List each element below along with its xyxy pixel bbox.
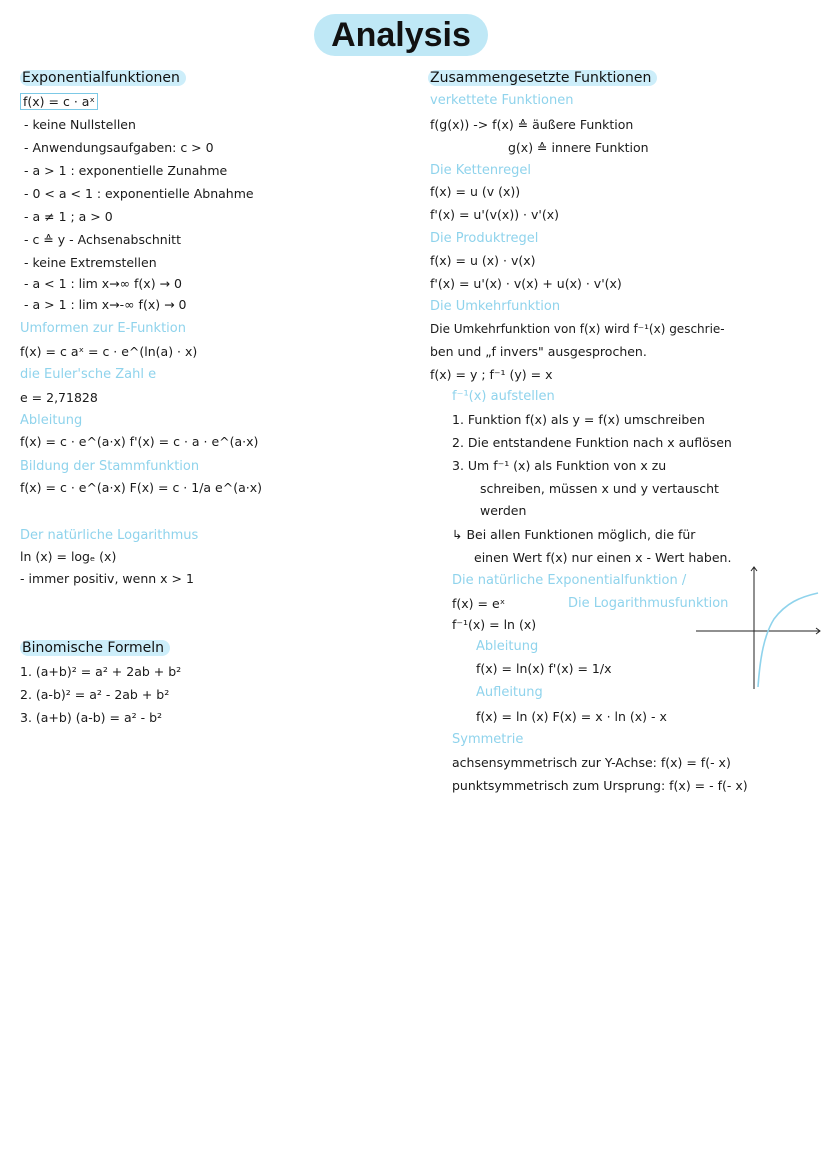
binom-item: 1. (a+b)² = a² + 2ab + b²: [20, 664, 182, 679]
ln-graph: [692, 563, 824, 693]
umkehr-line2: ben und „f invers" ausgesprochen.: [430, 344, 647, 359]
stamm-heading: Bildung der Stammfunktion: [20, 459, 200, 474]
step: schreiben, müssen x und y vertauscht: [480, 481, 719, 496]
log-formula: ln (x) = logₑ (x): [20, 549, 117, 564]
ketten-line2: f'(x) = u'(v(x)) · v'(x): [430, 207, 559, 222]
binom-item: 2. (a-b)² = a² - 2ab + b²: [20, 687, 170, 702]
sym-heading: Symmetrie: [452, 732, 524, 747]
produkt-line1: f(x) = u (x) · v(x): [430, 253, 536, 268]
exp-item: - Anwendungsaufgaben: c > 0: [24, 140, 214, 155]
produkt-line2: f'(x) = u'(x) · v(x) + u(x) · v'(x): [430, 276, 622, 291]
exp-heading: Exponentialfunktionen: [20, 70, 186, 86]
arrow-note2: einen Wert f(x) nur einen x - Wert haben.: [474, 550, 732, 565]
title-highlight: [314, 14, 488, 56]
binom-heading: Binomische Formeln: [20, 640, 170, 656]
exp-item: - keine Extremstellen: [24, 255, 157, 270]
exp-item: - keine Nullstellen: [24, 117, 136, 132]
step: 2. Die entstandene Funktion nach x auflösen: [452, 435, 732, 450]
exp-item: - a < 1 : lim x→∞ f(x) → 0: [24, 276, 182, 291]
ketten-line1: f(x) = u (v (x)): [430, 184, 521, 199]
verk-heading: verkettete Funktionen: [430, 93, 574, 108]
log-func-heading: Die Logarithmusfunktion: [568, 596, 729, 611]
step: 3. Um f⁻¹ (x) als Funktion von x zu: [452, 458, 667, 473]
aufl-line: f(x) = ln (x) F(x) = x · ln (x) - x: [476, 709, 667, 724]
exp-item: - c ≙ y - Achsenabschnitt: [24, 232, 181, 247]
binom-item: 3. (a+b) (a-b) = a² - b²: [20, 710, 163, 725]
euler-heading: die Euler'sche Zahl e: [20, 367, 157, 382]
ln-curve: [758, 593, 818, 687]
aufl-heading: Aufleitung: [476, 685, 543, 700]
exp-item: - a > 1 : exponentielle Zunahme: [24, 163, 228, 178]
ketten-heading: Die Kettenregel: [430, 163, 531, 178]
sym-line1: achsensymmetrisch zur Y-Achse: f(x) = f(- x): [452, 755, 731, 770]
euler-value: e = 2,71828: [20, 390, 98, 405]
sym-line2: punktsymmetrisch zum Ursprung: f(x) = - f(- x): [452, 778, 748, 793]
aufstellen-heading: f⁻¹(x) aufstellen: [452, 389, 555, 404]
abl-heading: Ableitung: [476, 639, 539, 654]
zus-heading: Zusammengesetzte Funktionen: [428, 70, 657, 86]
umformen-heading: Umformen zur E-Funktion: [20, 321, 186, 336]
ableitung-formula: f(x) = c · e^(a·x) f'(x) = c · a · e^(a·x): [20, 434, 259, 449]
produkt-heading: Die Produktregel: [430, 231, 539, 246]
ableitung-heading: Ableitung: [20, 413, 83, 428]
abl-line: f(x) = ln(x) f'(x) = 1/x: [476, 661, 612, 676]
arrow-note1: ↳ Bei allen Funktionen möglich, die für: [452, 527, 696, 542]
natexp-heading: Die natürliche Exponentialfunktion /: [452, 573, 687, 588]
page-title: Analysis: [331, 16, 471, 54]
umformen-formula: f(x) = c aˣ = c · e^(ln(a) · x): [20, 344, 198, 359]
exp-item: - a ≠ 1 ; a > 0: [24, 209, 113, 224]
log-heading: Der natürliche Logarithmus: [20, 528, 199, 543]
exp-item: - 0 < a < 1 : exponentielle Abnahme: [24, 186, 254, 201]
verk-line2: g(x) ≙ innere Funktion: [508, 140, 649, 155]
exp-formula: f(x) = c · aˣ: [20, 94, 98, 110]
step: 1. Funktion f(x) als y = f(x) umschreiben: [452, 412, 705, 427]
exp-item: - a > 1 : lim x→-∞ f(x) → 0: [24, 297, 187, 312]
umkehr-heading: Die Umkehrfunktion: [430, 299, 561, 314]
umkehr-line1: Die Umkehrfunktion von f(x) wird f⁻¹(x) geschrie-: [430, 322, 725, 336]
verk-line1: f(g(x)) -> f(x) ≙ äußere Funktion: [430, 117, 634, 132]
step: werden: [480, 503, 527, 518]
log-note: - immer positiv, wenn x > 1: [20, 571, 194, 586]
natexp-line2: f⁻¹(x) = ln (x): [452, 617, 537, 632]
natexp-line1: f(x) = eˣ: [452, 596, 506, 611]
stamm-formula: f(x) = c · e^(a·x) F(x) = c · 1/a e^(a·x): [20, 480, 262, 495]
umkehr-line3: f(x) = y ; f⁻¹ (y) = x: [430, 367, 553, 382]
